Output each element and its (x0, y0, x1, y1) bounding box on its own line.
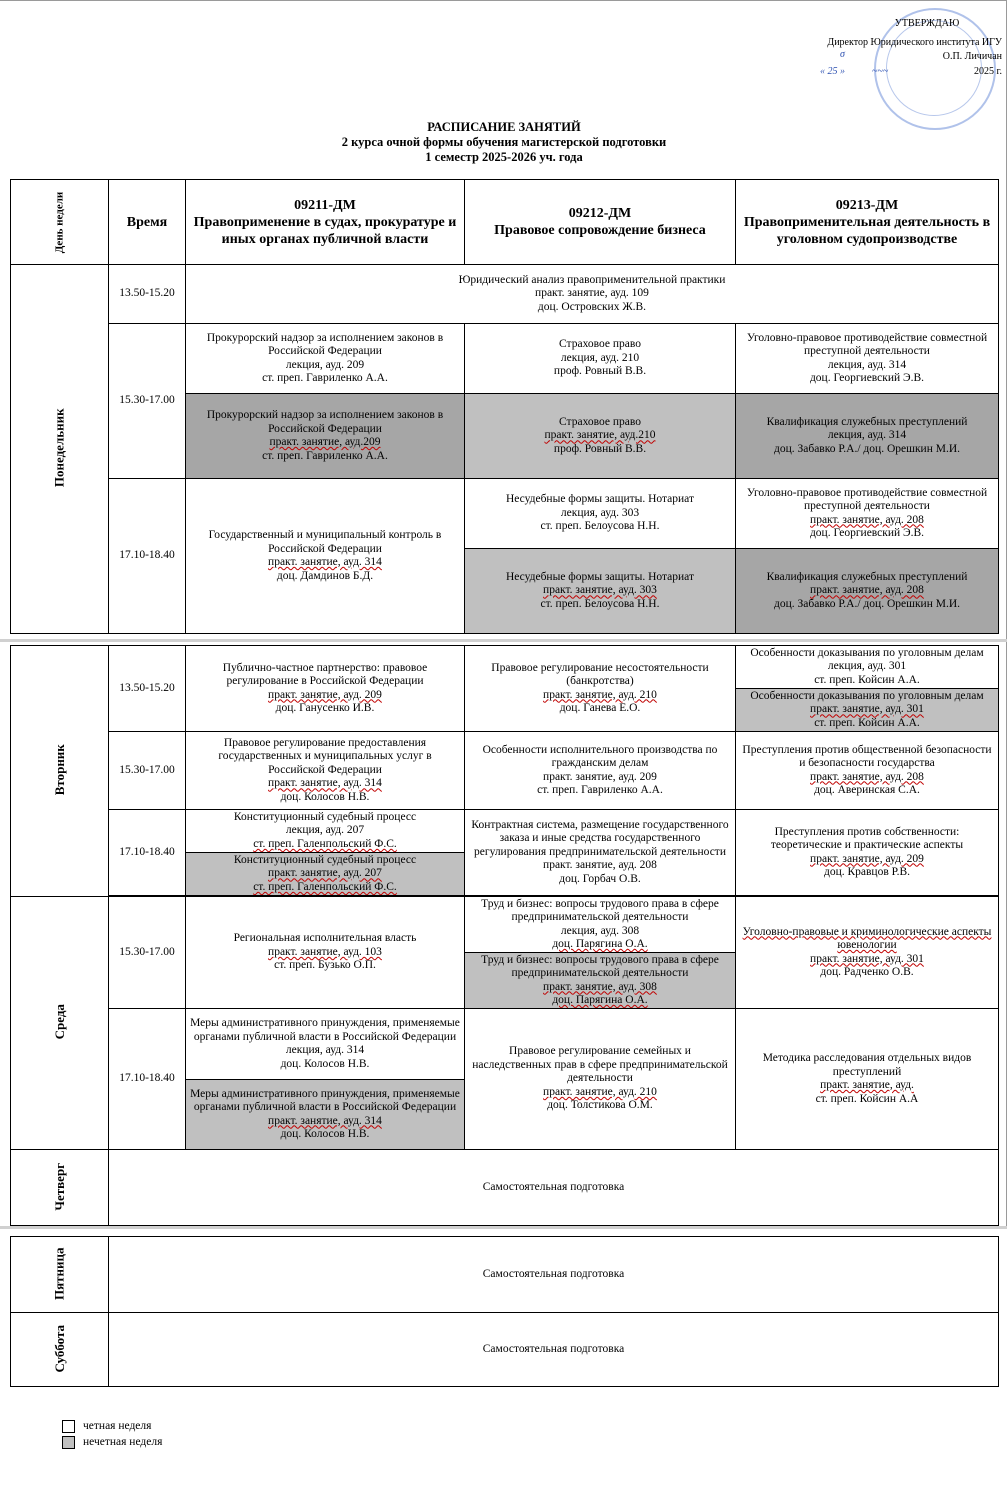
room: лекция, ауд. 308 (560, 924, 640, 937)
group-3-name: Правоприменительная деятельность в уголовном судопроизводстве (743, 214, 991, 247)
teacher: проф. Ровный В.В. (553, 365, 647, 378)
teacher: ст. преп. Койсин А.А. (814, 716, 920, 729)
class-cell-even (186, 324, 465, 394)
time-slot: 15.30-17.00 (109, 324, 186, 479)
room: лекция, ауд. 207 (285, 824, 365, 837)
class-cell (186, 732, 465, 810)
room: лекция, ауд. 314 (827, 429, 907, 442)
legend-swatch-odd (62, 1436, 75, 1449)
teacher: доц. Толстикова О.М. (547, 1099, 653, 1112)
approval-block (812, 18, 1002, 78)
subject: Правовое регулирование несостоятельности (банкротства) (491, 661, 709, 687)
teacher: доц. Ганусенко И.В. (275, 702, 375, 714)
day-label: Понедельник (51, 408, 67, 488)
day-wednesday (11, 897, 109, 1150)
self-study-cell: Самостоятельная подготовка (109, 1313, 999, 1387)
title-line-3: 1 семестр 2025-2026 уч. года (425, 150, 583, 164)
class-cell-even (465, 479, 736, 549)
class-cell-odd (186, 1080, 465, 1150)
teacher: доц. Колосов Н.В. (280, 1128, 370, 1140)
subject: Преступления против собственности: теоретические и практические аспекты (770, 825, 964, 851)
approval-name: О.П. Личичан (942, 51, 1002, 62)
room: лекция, ауд. 209 (285, 358, 365, 371)
teacher: доц. Забавко Р.А./ доц. Орешкин М.И. (773, 597, 961, 610)
room: лекция, ауд. 301 (827, 660, 907, 673)
schedule-table-midweek (10, 645, 999, 1226)
subject: Особенности доказывания по уголовным делам (750, 689, 984, 702)
subject: Несудебные формы защиты. Нотариат (505, 570, 695, 583)
room: практ. занятие, ауд. 308 (543, 980, 657, 993)
subject: Страховое право (559, 338, 641, 351)
time-slot: 15.30-17.00 (109, 732, 186, 810)
day-label: Суббота (51, 1324, 67, 1373)
legend-even-label: четная неделя (83, 1420, 152, 1432)
day-label: Четверг (51, 1162, 67, 1211)
class-cell-odd (465, 953, 736, 1009)
day-label: Пятница (51, 1247, 67, 1300)
room: практ. занятие, ауд.209 (269, 436, 381, 448)
room: практ. занятие, ауд. 109 (535, 287, 649, 300)
legend-odd (62, 1434, 162, 1450)
teacher: доц. Горбач О.В. (559, 872, 641, 885)
class-cell-even (465, 324, 736, 394)
class-cell-odd (465, 549, 736, 634)
class-cell (736, 810, 999, 896)
page-break (0, 639, 1007, 642)
teacher: доц. Ганева Е.О. (559, 702, 641, 714)
subject: Юридический анализ правоприменительной практики (458, 273, 726, 286)
room: практ. занятие, ауд. 210 (543, 688, 657, 701)
page-title (0, 120, 1008, 165)
schedule-table-weekend (10, 1236, 999, 1387)
room: лекция, ауд. 314 (285, 1044, 365, 1056)
teacher: доц. Кравцов Р.В. (823, 866, 911, 878)
room: практ. занятие, ауд. 208 (810, 584, 924, 597)
week-legend (62, 1418, 162, 1450)
teacher: ст. преп. Белоусова Н.Н. (540, 520, 660, 533)
subject: Несудебные формы защиты. Нотариат (505, 493, 695, 506)
subject: Прокурорский надзор за исполнением законов в Российской Федерации (206, 409, 444, 435)
teacher: ст. преп. Белоусова Н.Н. (540, 597, 660, 610)
time-slot: 13.50-15.20 (109, 646, 186, 732)
subject: Методика расследования отдельных видов преступлений (762, 1052, 972, 1078)
header-group-2 (465, 180, 736, 265)
approval-date (812, 66, 1002, 78)
subject: Правовое регулирование предоставления государственных и муниципальных услуг в Российской Федерации (218, 736, 432, 776)
teacher: доц. Забавко Р.А./ доц. Орешкин М.И. (773, 442, 961, 455)
room: практ. занятие, ауд. 301 (810, 703, 924, 716)
room: практ. занятие, ауд. 209 (810, 852, 924, 865)
class-cell-even (736, 646, 999, 689)
subject: Квалификация служебных преступлений (766, 415, 968, 428)
legend-even (62, 1418, 162, 1434)
self-study-cell: Самостоятельная подготовка (109, 1237, 999, 1313)
subject: Контрактная система, размещение государственного заказа и иные средства государственного регулирования предпринимательской деятельности (471, 818, 729, 858)
teacher: ст. преп. Галенпольский Ф.С. (253, 880, 397, 893)
title-line-1: РАСПИСАНИЕ ЗАНЯТИЙ (427, 120, 581, 134)
day-thursday (11, 1150, 109, 1226)
room: практ. занятие, ауд. 210 (543, 1085, 657, 1098)
subject: Правовое регулирование семейных и наследственных прав в сфере предпринимательской деятельности (472, 1045, 728, 1085)
legend-odd-label: нечетная неделя (83, 1436, 163, 1448)
room: практ. занятие, ауд. 314 (268, 1114, 382, 1127)
day-friday (11, 1237, 109, 1313)
self-study-cell: Самостоятельная подготовка (109, 1150, 999, 1226)
subject: Прокурорский надзор за исполнением законов в Российской Федерации (206, 331, 444, 357)
teacher: доц. Островских Ж.В. (537, 300, 647, 313)
subject: Квалификация служебных преступлений (766, 570, 968, 583)
schedule-table-monday (10, 179, 999, 634)
class-cell (186, 646, 465, 732)
teacher: ст. преп. Гавриленко А.А. (537, 784, 663, 796)
legend-swatch-even (62, 1420, 75, 1433)
subject: Уголовно-правовое противодействие совместной преступной деятельности (746, 331, 988, 357)
class-cell (736, 732, 999, 810)
time-slot: 15.30-17.00 (109, 897, 186, 1009)
header-day (11, 180, 109, 265)
teacher: доц. Георгиевский Э.В. (809, 372, 925, 384)
room: практ. занятие, ауд. 208 (543, 859, 657, 872)
approval-signature (812, 51, 1002, 63)
room: практ. занятие, ауд. 207 (268, 867, 382, 880)
subject: Конституционный судебный процесс (233, 853, 417, 866)
class-cell-odd (736, 689, 999, 732)
group-2-code: 09212-ДМ (568, 206, 632, 221)
header-day-label: День недели (53, 191, 65, 254)
day-label: Среда (51, 1004, 67, 1040)
room: практ. занятие, ауд. 208 (810, 770, 924, 783)
teacher: доц. Колосов Н.В. (280, 790, 370, 803)
class-cell (465, 732, 736, 810)
teacher: доц. Радченко О.В. (820, 966, 914, 978)
class-cell (186, 479, 465, 634)
room: практ. занятие, ауд. 301 (810, 952, 924, 965)
subject: Публично-частное партнерство: правовое регулирование в Российской Федерации (222, 661, 428, 687)
class-cell-even (465, 897, 736, 953)
subject: Страховое право (559, 415, 641, 428)
subject: Особенности исполнительного производства по гражданским делам (482, 743, 718, 769)
header-group-3 (736, 180, 999, 265)
class-cell (186, 265, 999, 324)
room: практ. занятие, ауд. 103 (268, 945, 382, 958)
approval-heading: УТВЕРЖДАЮ (894, 18, 960, 29)
class-cell (186, 897, 465, 1009)
subject: Меры административного принуждения, применяемые органами публичной власти в Российской Федерации (190, 1087, 460, 1113)
teacher: доц. Дамдинов Б.Д. (276, 569, 374, 582)
class-cell (465, 1009, 736, 1150)
teacher: ст. преп. Койсин А.А (815, 1092, 919, 1105)
teacher: доц. Аверинская С.А. (814, 784, 920, 796)
header-time: Время (109, 180, 186, 265)
group-2-name: Правовое сопровождение бизнеса (494, 223, 706, 238)
subject: Труд и бизнес: вопросы трудового права в сфере предпринимательской деятельности (481, 953, 719, 979)
subject: Государственный и муниципальный контроль в Российской Федерации (208, 529, 442, 555)
class-cell-odd (186, 853, 465, 896)
class-cell-even (736, 324, 999, 394)
group-1-code: 09211-ДМ (294, 197, 356, 213)
title-line-2: 2 курса очной формы обучения магистерской подготовки (341, 135, 667, 149)
approval-year: 2025 г. (974, 66, 1002, 77)
time-slot: 13.50-15.20 (109, 265, 186, 324)
group-1-name: Правоприменение в судах, прокуратуре и иных органах публичной власти (193, 214, 457, 247)
day-tuesday (11, 646, 109, 897)
day-saturday (11, 1313, 109, 1387)
teacher: ст. преп. Гавриленко А.А. (262, 372, 388, 384)
time-slot: 17.10-18.40 (109, 1009, 186, 1150)
room: практ. занятие, ауд. 303 (543, 584, 657, 597)
time-slot: 17.10-18.40 (109, 810, 186, 896)
subject: Меры административного принуждения, применяемые органами публичной власти в Российской Федерации (190, 1017, 460, 1043)
teacher: проф. Ровный В.В. (553, 442, 647, 455)
room: практ. занятие, ауд. 209 (543, 770, 657, 783)
signature-mark: ~~~ (872, 66, 889, 77)
teacher: доц. Георгиевский Э.В. (809, 527, 925, 539)
teacher: доц. Парягина О.А. (552, 938, 648, 950)
subject: Уголовно-правовые и криминологические аспекты ювенологии (742, 925, 992, 951)
room: лекция, ауд. 314 (827, 358, 907, 371)
teacher: доц. Колосов Н.В. (280, 1057, 370, 1070)
room: лекция, ауд. 303 (560, 506, 640, 519)
subject: Конституционный судебный процесс (233, 810, 417, 823)
class-cell-odd (736, 394, 999, 479)
class-cell (736, 1009, 999, 1150)
class-cell-even (186, 1009, 465, 1080)
signature-mark: σ (840, 49, 845, 60)
approval-position: Директор Юридического института ИГУ (827, 37, 1002, 48)
teacher: ст. преп. Бузько О.П. (274, 959, 376, 972)
header-group-1 (186, 180, 465, 265)
class-cell (465, 810, 736, 896)
group-3-code: 09213-ДМ (835, 197, 899, 213)
approval-day: « 25 » (820, 66, 845, 77)
page-break (0, 1226, 1007, 1229)
class-cell (736, 897, 999, 1009)
day-label: Вторник (51, 744, 67, 796)
room: практ. занятие, ауд. 314 (268, 777, 382, 790)
class-cell-odd (186, 394, 465, 479)
teacher: ст. преп. Койсин А.А. (814, 673, 920, 686)
room: практ. занятие, ауд. 314 (268, 556, 382, 568)
time-slot: 17.10-18.40 (109, 479, 186, 634)
subject: Особенности доказывания по уголовным делам (750, 646, 984, 659)
room: практ. занятие, ауд. 208 (810, 513, 924, 526)
class-cell-even (736, 479, 999, 549)
teacher: доц. Парягина О.А. (552, 994, 648, 1006)
class-cell (465, 646, 736, 732)
room: практ. занятие, ауд. (820, 1079, 914, 1091)
class-cell-even (186, 810, 465, 853)
room: практ. занятие, ауд.210 (544, 429, 656, 442)
class-cell-odd (465, 394, 736, 479)
class-cell-odd (736, 549, 999, 634)
teacher: ст. преп. Галенпольский Ф.С. (253, 837, 397, 850)
subject: Преступления против общественной безопасности и безопасности государства (742, 743, 992, 769)
subject: Региональная исполнительная власть (233, 932, 417, 945)
room: практ. занятие, ауд. 209 (268, 688, 382, 701)
teacher: ст. преп. Гавриленко А.А. (262, 449, 388, 462)
day-monday (11, 265, 109, 634)
room: лекция, ауд. 210 (560, 351, 640, 364)
subject: Труд и бизнес: вопросы трудового права в сфере предпринимательской деятельности (481, 897, 719, 923)
subject: Уголовно-правовое противодействие совместной преступной деятельности (746, 486, 988, 512)
